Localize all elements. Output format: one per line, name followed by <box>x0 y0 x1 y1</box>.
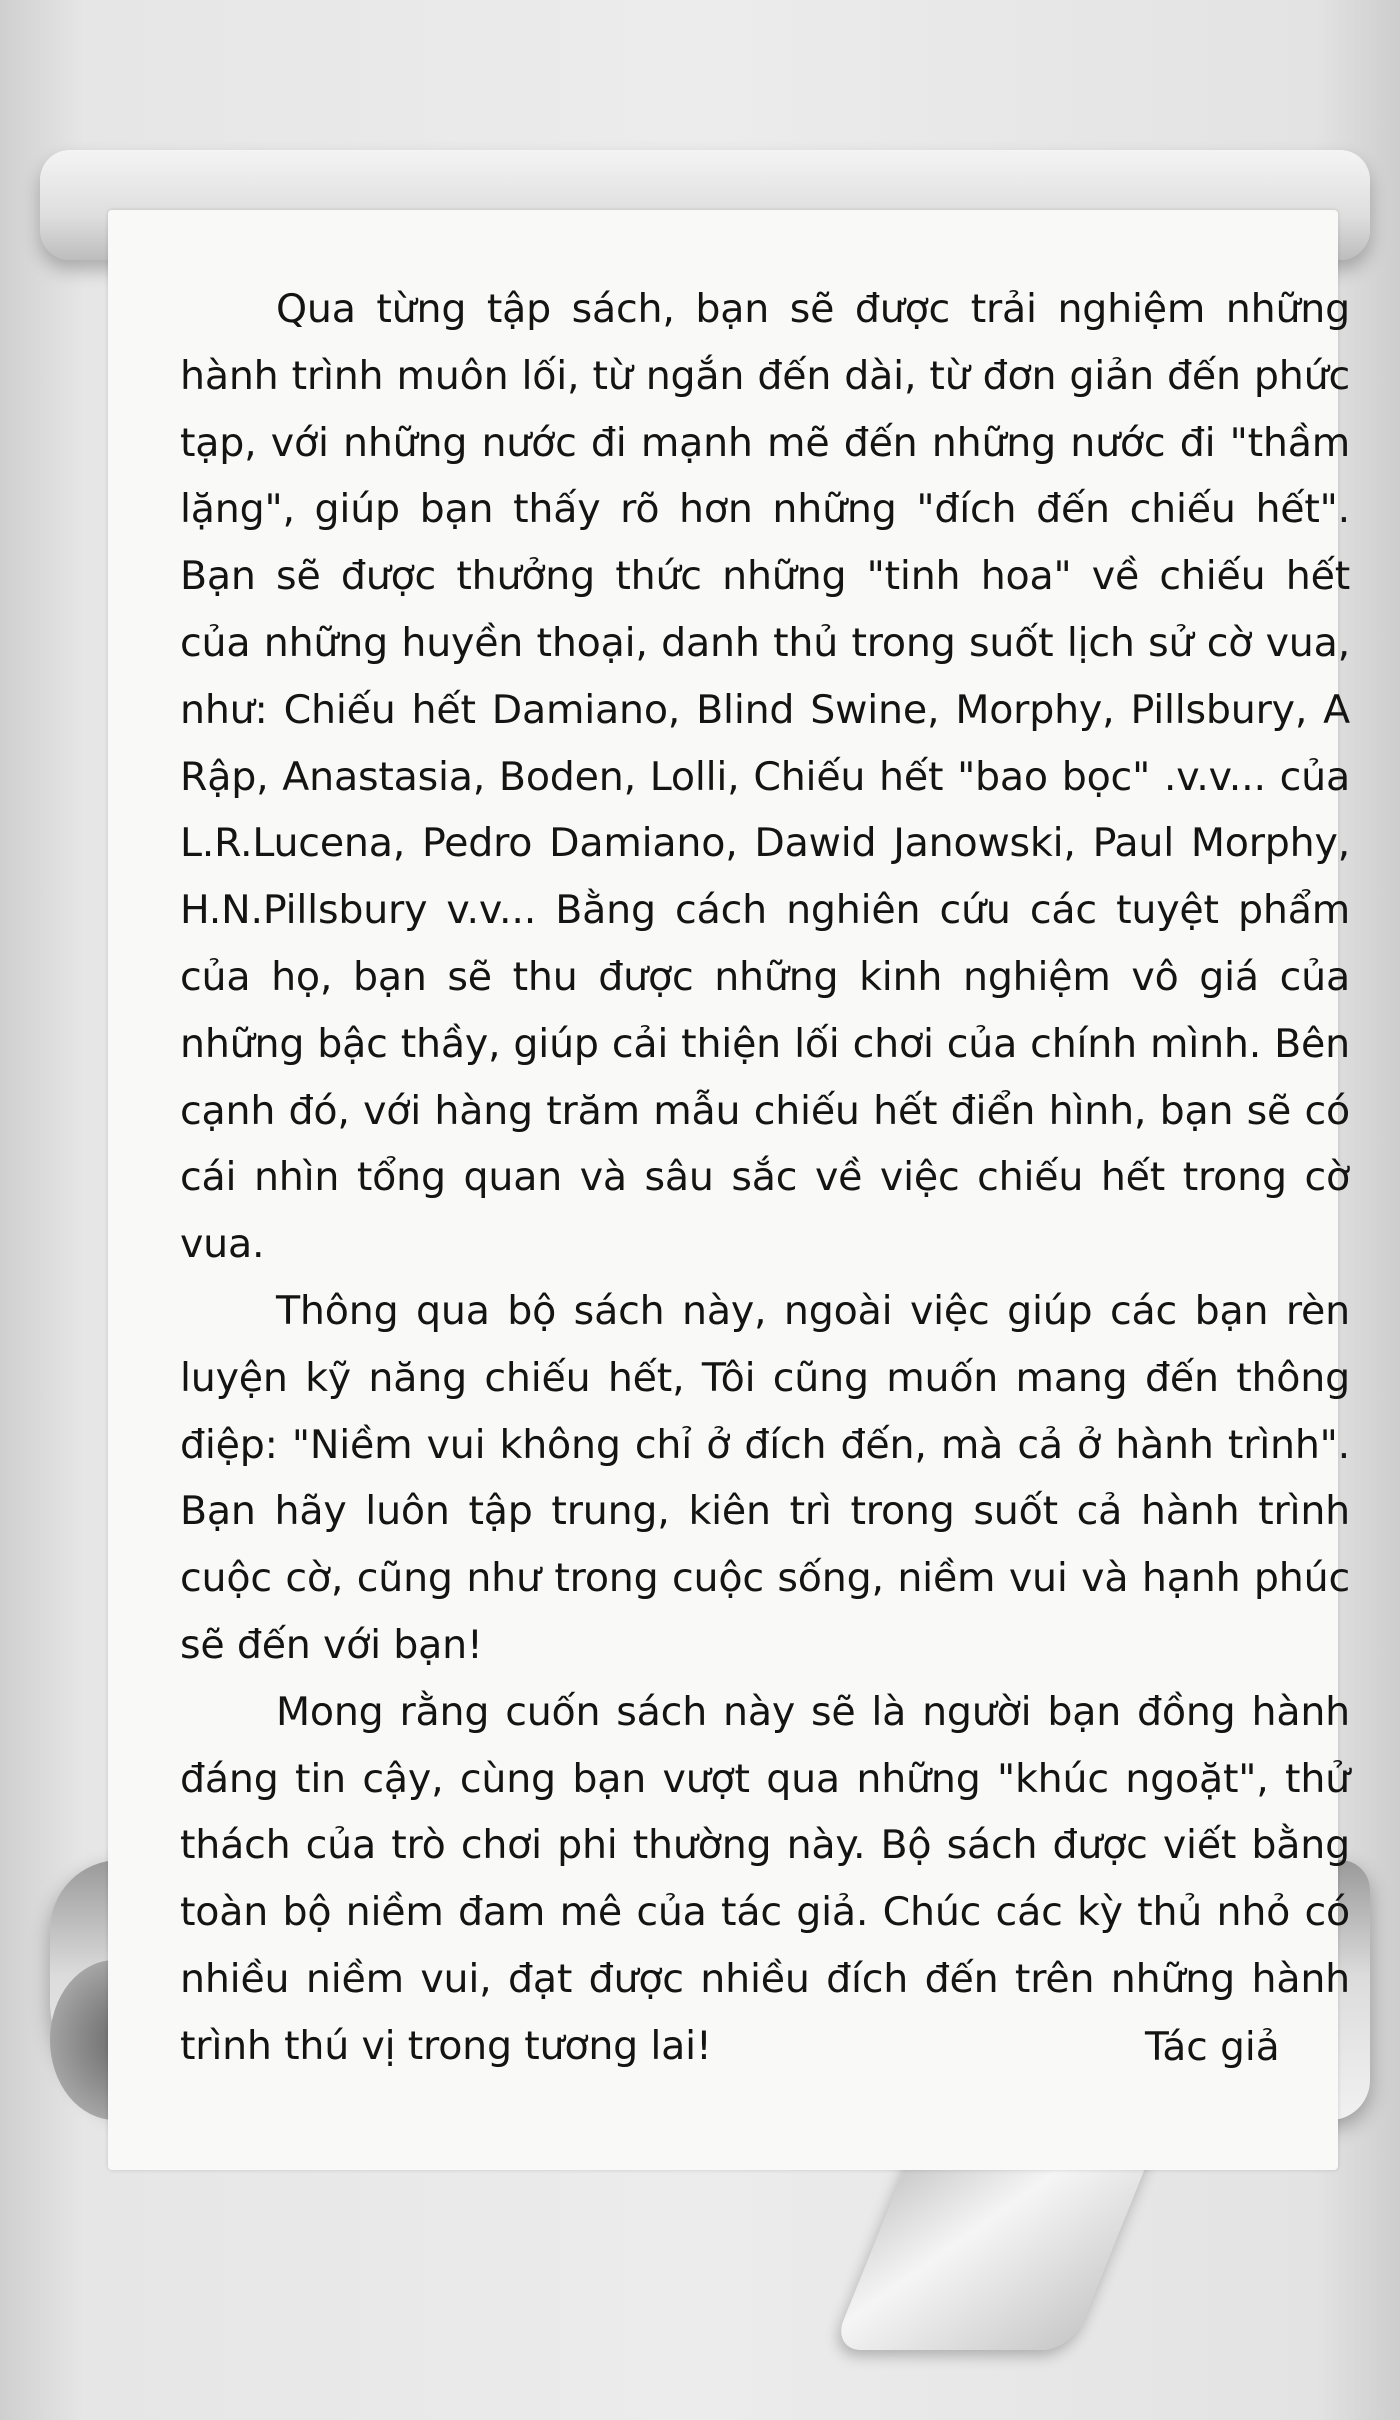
preface-text <box>180 276 1350 2080</box>
paragraph-1: Qua từng tập sách, bạn sẽ được trải nghiệm những hành trình muôn lối, từ ngắn đến dài, từ đơn giản đến phức tạp, với những nước đi mạnh mẽ đến những nước đi "thầm lặng", giúp bạn thấy rõ hơn những "đích đến chiếu hết". Bạn sẽ được thưởng thức những "tinh hoa" về chiếu hết của những huyền thoại, danh thủ trong suốt lịch sử cờ vua, như: Chiếu hết Damiano, Blind Swine, Morphy, Pillsbury, A Rập, Anastasia, Boden, Lolli, Chiếu hết "bao bọc" .v.v... của L.R.Lucena, Pedro Damiano, Dawid Janowski, Paul Morphy, H.N.Pillsbury v.v... Bằng cách nghiên cứu các tuyệt phẩm của họ, bạn sẽ thu được những kinh nghiệm vô giá của những bậc thầy, giúp cải thiện lối chơi của chính mình. Bên cạnh đó, với hàng trăm mẫu chiếu hết điển hình, bạn sẽ có cái nhìn tổng quan và sâu sắc về việc chiếu hết trong cờ vua. <box>180 286 1350 1268</box>
paragraph-3: Mong rằng cuốn sách này sẽ là người bạn đồng hành đáng tin cậy, cùng bạn vượt qua những "khúc ngoặt", thử thách của trò chơi phi thường này. Bộ sách được viết bằng toàn bộ niềm đam mê của tác giả. Chúc các kỳ thủ nhỏ có nhiều niềm vui, đạt được nhiều đích đến trên những hành trình thú vị trong tương lai! <box>180 1688 1350 2069</box>
paragraph-2: Thông qua bộ sách này, ngoài việc giúp các bạn rèn luyện kỹ năng chiếu hết, Tôi cũng muốn mang đến thông điệp: "Niềm vui không chỉ ở đích đến, mà cả ở hành trình". Bạn hãy luôn tập trung, kiên trì trong suốt cả hành trình cuộc cờ, cũng như trong cuộc sống, niềm vui và hạnh phúc sẽ đến với bạn! <box>180 1287 1350 1668</box>
author-signature: Tác giả <box>1145 2025 1280 2070</box>
